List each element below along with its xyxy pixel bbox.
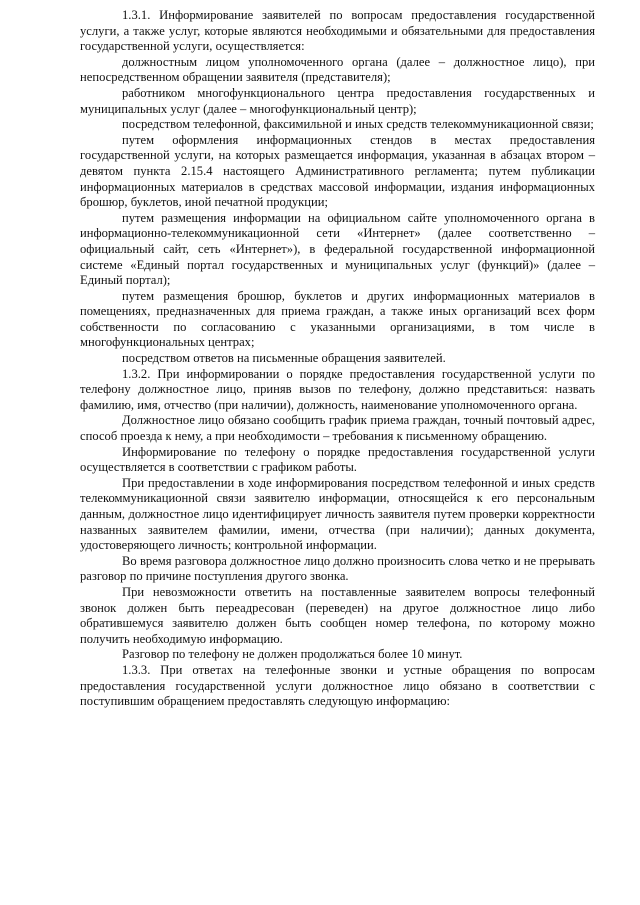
paragraph-1-3-3: 1.3.3. При ответах на телефонные звонки и устные обращения по вопросам предоставления государственной услуги должностное лицо обязано в соответствии с поступившим обращением предоставлять следующую информацию:	[80, 662, 595, 709]
paragraph-schedule: Должностное лицо обязано сообщить график приема граждан, точный почтовый адрес, способ проезда к нему, а при необходимости – требования к письменному обращению.	[80, 413, 595, 444]
paragraph-website: путем размещения информации на официальном сайте уполномоченного органа в информационно-телекоммуникационной сети «Интернет» (далее соответственно – официальный сайт, сеть «Интернет»), в федеральной государственной информационной системе «Единый портал государственных и муниципальных услуг (функций)» (далее – Единый портал);	[80, 210, 595, 288]
paragraph-stands: путем оформления информационных стендов в местах предоставления государственной услуги, на которых размещается информация, указанная в абзацах втором – девятом пункта 2.15.4 настоящего Административного регламента; путем публикации информационных материалов в средствах массовой информации, издания информационных брошюр, буклетов, иной печатной продукции;	[80, 132, 595, 210]
paragraph-speech: Во время разговора должностное лицо должно произносить слова четко и не прерывать разговор по причине поступления другого звонка.	[80, 553, 595, 584]
paragraph-mfc-worker: работником многофункционального центра предоставления государственных и муниципальных услуг (далее – многофункциональный центр);	[80, 85, 595, 116]
paragraph-identification: При предоставлении в ходе информирования посредством телефонной и иных средств телекоммуникационной связи заявителю информации, относящейся к его персональным данным, должностное лицо идентифицирует личность заявителя путем проверки корректности названных заявителем фамилии, имени, отчества (при наличии); данных документа, удостоверяющего личность; контрольной информации.	[80, 475, 595, 553]
paragraph-brochures: путем размещения брошюр, буклетов и других информационных материалов в помещениях, предназначенных для приема граждан, а также иных организаций всех форм собственности по согласованию с указанными организациями, в том числе в многофункциональных центрах;	[80, 288, 595, 350]
paragraph-telecom: посредством телефонной, факсимильной и иных средств телекоммуникационной связи;	[122, 117, 594, 132]
paragraph-1-3-2: 1.3.2. При информировании о порядке предоставления государственной услуги по телефону должностное лицо, приняв вызов по телефону, должно представиться: назвать фамилию, имя, отчество (при наличии), должность, наименование уполномоченного органа.	[80, 366, 595, 412]
paragraph-phone-info: Информирование по телефону о порядке предоставления государственной услуги осуществляется в соответствии с графиком работы.	[80, 444, 595, 475]
paragraph-written-answers: посредством ответов на письменные обращения заявителей.	[122, 351, 446, 366]
document-page	[80, 0, 595, 905]
top-margin	[80, 0, 595, 8]
paragraph-1-3-1: 1.3.1. Информирование заявителей по вопросам предоставления государственной услуги, а также услуг, которые являются необходимыми и обязательными для предоставления государственной услуги, осуществляется:	[80, 8, 595, 54]
paragraph-official: должностным лицом уполномоченного органа (далее – должностное лицо), при непосредственном обращении заявителя (представителя);	[80, 54, 595, 85]
paragraph-duration: Разговор по телефону не должен продолжаться более 10 минут.	[122, 647, 463, 662]
paragraph-redirect: При невозможности ответить на поставленные заявителем вопросы телефонный звонок должен быть переадресован (переведен) на другое должностное лицо либо обратившемуся заявителю должен быть сообщен номер телефона, по которому можно получить необходимую информацию.	[80, 584, 595, 646]
